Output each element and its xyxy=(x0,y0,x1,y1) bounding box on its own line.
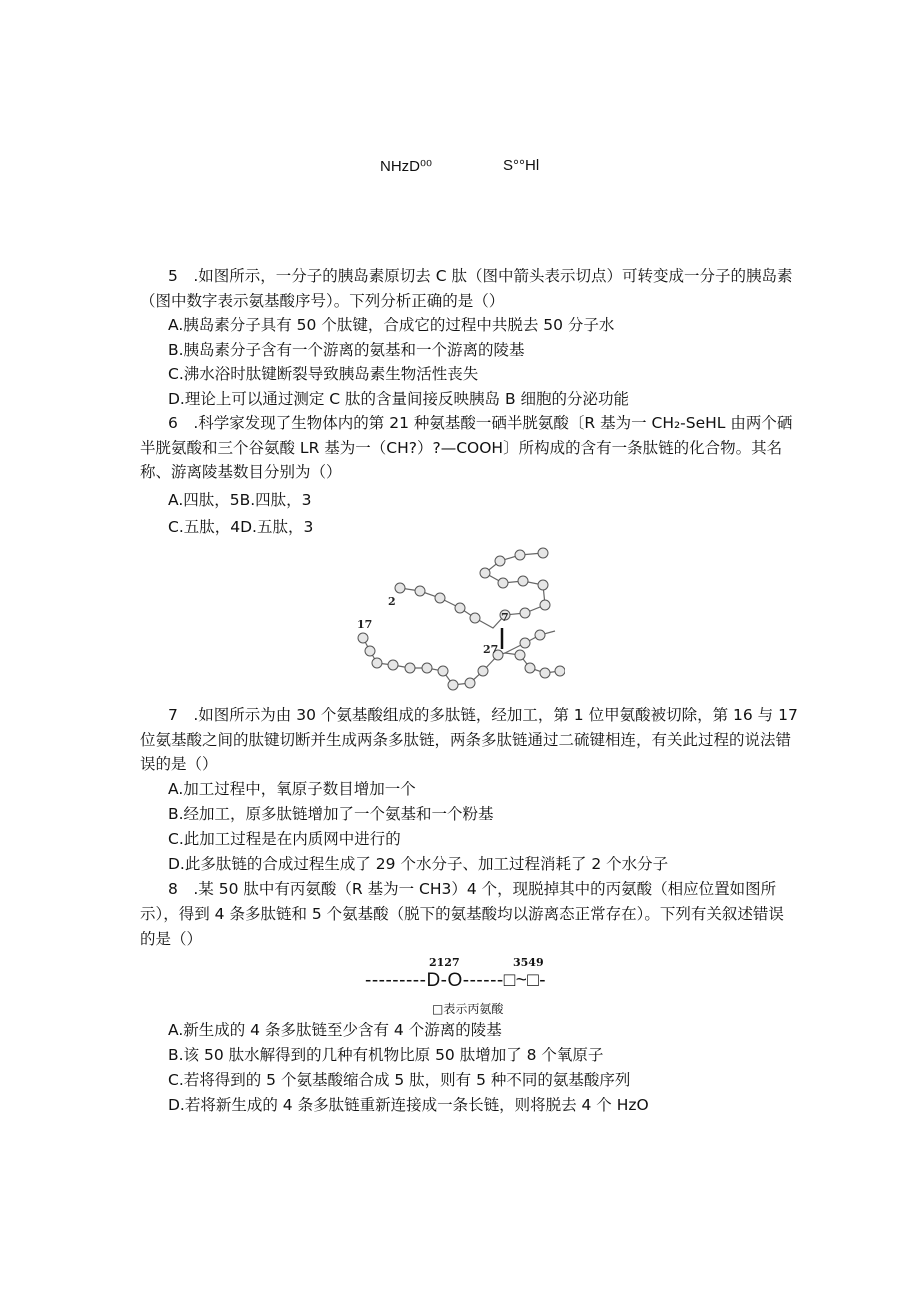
q7-option-b: B.经加工，原多肽链增加了一个氨基和一个粉基 xyxy=(168,805,494,823)
label-17: 17 xyxy=(357,618,373,631)
polypeptide-chain-figure xyxy=(355,543,565,693)
q8-stem-line-3: 的是（） xyxy=(140,930,203,948)
q7-stem-line-2: 位氨基酸之间的肽键切断并生成两条多肽链，两条多肽链通过二硫键相连，有关此过程的说法错 xyxy=(140,731,792,749)
label-7: 7 xyxy=(501,611,509,624)
figure-caption: □表示丙氨酸 xyxy=(432,1002,504,1016)
q5-option-a: A.胰岛素分子具有 50 个肽键，合成它的过程中共脱去 50 分子水 xyxy=(168,316,615,334)
q8-option-d: D.若将新生成的 4 条多肽链重新连接成一条长链，则将脱去 4 个 HzO xyxy=(168,1096,649,1114)
q5-stem-line-2: （图中数字表示氨基酸序号）。下列分析正确的是（） xyxy=(140,292,505,310)
q8-stem-line-2: 示），得到 4 条多肽链和 5 个氨基酸（脱下的氨基酸均以游离态正常存在）。下列有关叙述错误 xyxy=(140,905,784,923)
formula-fragment-left: NHzD⁰⁰ xyxy=(380,158,433,175)
q5-option-b: B.胰岛素分子含有一个游离的氨基和一个游离的陵基 xyxy=(168,341,525,359)
q5-option-d: D.理论上可以通过测定 C 肽的含量间接反映胰岛 B 细胞的分泌功能 xyxy=(168,390,630,408)
q6-stem-line-2: 半胱氨酸和三个谷氨酸 LR 基为一（CH?）?—COOH〕所构成的含有一条肽链的化合物。其名 xyxy=(140,439,783,457)
q6-option-ab: A.四肽，5B.四肽，3 xyxy=(168,491,312,509)
q5-option-c: C.沸水浴时肽键断裂导致胰岛素生物活性丧失 xyxy=(168,365,479,383)
position-number-right: 3549 xyxy=(513,956,544,969)
peptide-sequence: ---------D-O------□~□- xyxy=(365,970,547,991)
q8-option-c: C.若将得到的 5 个氨基酸缩合成 5 肽，则有 5 种不同的氨基酸序列 xyxy=(168,1071,631,1089)
q7-stem-line-3: 误的是（） xyxy=(140,755,218,773)
q5-stem-line-1: 5 .如图所示，一分子的胰岛素原切去 C 肽（图中箭头表示切点）可转变成一分子的胰岛素 xyxy=(168,267,793,285)
formula-fragment-right: S°°Hl xyxy=(503,157,540,174)
q6-option-cd: C.五肽，4D.五肽，3 xyxy=(168,518,314,536)
position-number-left: 2127 xyxy=(429,956,460,969)
q6-stem-line-1: 6 .科学家发现了生物体内的第 21 种氨基酸一硒半胱氨酸〔R 基为一 CH₂-SeHL 由两个硒 xyxy=(168,414,793,432)
label-2: 2 xyxy=(388,595,396,608)
q7-stem-line-1: 7 .如图所示为由 30 个氨基酸组成的多肽链，经加工，第 1 位甲氨酸被切除，第 16 与 17 xyxy=(168,706,798,724)
q6-stem-line-3: 称、游离陵基数目分别为（） xyxy=(140,463,342,481)
q7-option-d: D.此多肽链的合成过程生成了 29 个水分子、加工过程消耗了 2 个水分子 xyxy=(168,855,669,873)
amino-acid-beads xyxy=(358,548,565,690)
label-27: 27 xyxy=(483,643,499,656)
q7-option-a: A.加工过程中，氧原子数目增加一个 xyxy=(168,780,416,798)
q8-option-a: A.新生成的 4 条多肽链至少含有 4 个游离的陵基 xyxy=(168,1021,502,1039)
q8-option-b: B.该 50 肽水解得到的几种有机物比原 50 肽增加了 8 个氧原子 xyxy=(168,1046,604,1064)
q8-stem-line-1: 8 .某 50 肽中有丙氨酸（R 基为一 CH3）4 个，现脱掉其中的丙氨酸（相应位置如图所 xyxy=(168,880,777,898)
q7-option-c: C.此加工过程是在内质网中进行的 xyxy=(168,830,401,848)
